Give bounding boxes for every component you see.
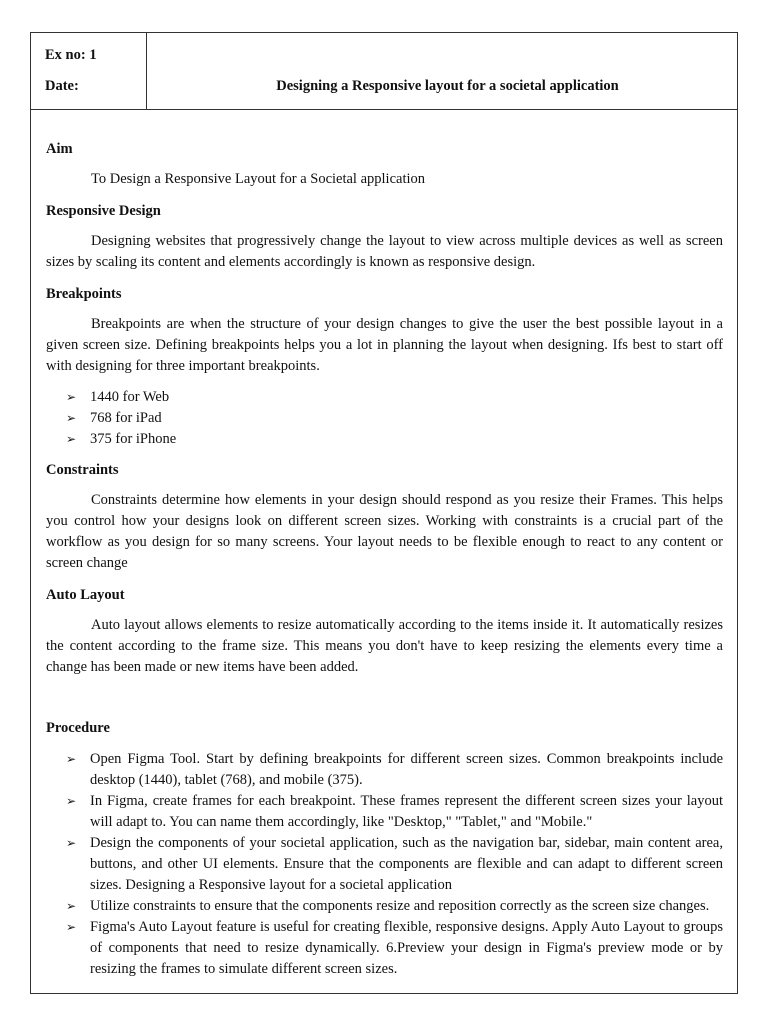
date-label: Date: — [45, 78, 79, 94]
list-item — [46, 387, 723, 408]
list-item — [46, 429, 723, 450]
breakpoints-text: Breakpoints are when the structure of your design changes to give the user the best possible layout in a given screen size. Defining breakpoints helps you a lot in planning the layout when designing. Ifs best to start off with designing for three important breakpoints. — [46, 316, 723, 374]
arrow-bullet-icon: ➢ — [66, 920, 77, 934]
procedure-heading: Procedure — [46, 720, 110, 736]
list-item-text: 768 for iPad — [90, 410, 162, 426]
list-item-text: 1440 for Web — [90, 389, 170, 405]
list-item-text: In Figma, create frames for each breakpoint. These frames represent the different screen sizes your layout will adapt to. You can name them accordingly, like "Desktop," "Tablet," and "Mobile." — [90, 793, 723, 830]
header-table — [30, 32, 738, 110]
list-item — [46, 749, 723, 791]
list-item — [46, 917, 723, 980]
responsive-design-text: Designing websites that progressively change the layout to view across multiple devices as well as screen sizes by scaling its content and elements accordingly is known as responsive design. — [46, 233, 723, 270]
auto-layout-text: Auto layout allows elements to resize automatically according to the items inside it. It automatically resizes the content according to the frame size. This means you don't have to keep resizing the elements every time a change has been made or new items have been added. — [46, 617, 723, 675]
list-item-text: 375 for iPhone — [90, 431, 177, 447]
list-item-text: Utilize constraints to ensure that the components resize and reposition correctly as the screen size changes. — [90, 898, 710, 914]
arrow-bullet-icon: ➢ — [66, 794, 77, 808]
constraints-text: Constraints determine how elements in your design should respond as you resize their Frames. This helps you control how your designs look on different screen sizes. Working with constraints is a crucial part of the workflow as you design for so many screens. Your layout needs to be flexible enough to react to any content or screen change — [46, 492, 723, 571]
arrow-bullet-icon: ➢ — [66, 432, 77, 446]
aim-text: To Design a Responsive Layout for a Societal application — [91, 171, 426, 187]
list-item-text: Open Figma Tool. Start by defining breakpoints for different screen sizes. Common breakpoints include desktop (1440), tablet (768), and mobile (375). — [90, 751, 723, 788]
exno-label: Ex no: 1 — [45, 47, 97, 63]
breakpoint-list — [46, 387, 723, 450]
list-item-text: Design the components of your societal application, such as the navigation bar, sidebar, main content area, buttons, and other UI elements. Ensure that the components are flexible and can adapt to different screen sizes. Designing a Responsive layout for a societal application — [90, 835, 723, 893]
list-item — [46, 833, 723, 896]
arrow-bullet-icon: ➢ — [66, 752, 77, 766]
arrow-bullet-icon: ➢ — [66, 899, 77, 913]
list-item — [46, 408, 723, 429]
auto-layout-heading: Auto Layout — [46, 587, 125, 603]
header-left-cell — [30, 32, 147, 109]
arrow-bullet-icon: ➢ — [66, 411, 77, 425]
procedure-list — [46, 749, 723, 980]
arrow-bullet-icon: ➢ — [66, 390, 77, 404]
document-body — [46, 139, 723, 980]
list-item — [46, 896, 723, 917]
aim-heading: Aim — [46, 141, 73, 157]
responsive-design-heading: Responsive Design — [46, 203, 161, 219]
document-title: Designing a Responsive layout for a societal application — [276, 78, 619, 94]
list-item — [46, 791, 723, 833]
list-item-text: Figma's Auto Layout feature is useful for creating flexible, responsive designs. Apply Auto Layout to groups of components that need to resize dynamically. 6.Preview your design in Figma's preview mode or by resizing the frames to simulate different screen sizes. — [90, 919, 723, 977]
constraints-heading: Constraints — [46, 462, 119, 478]
breakpoints-heading: Breakpoints — [46, 286, 122, 302]
arrow-bullet-icon: ➢ — [66, 836, 77, 850]
